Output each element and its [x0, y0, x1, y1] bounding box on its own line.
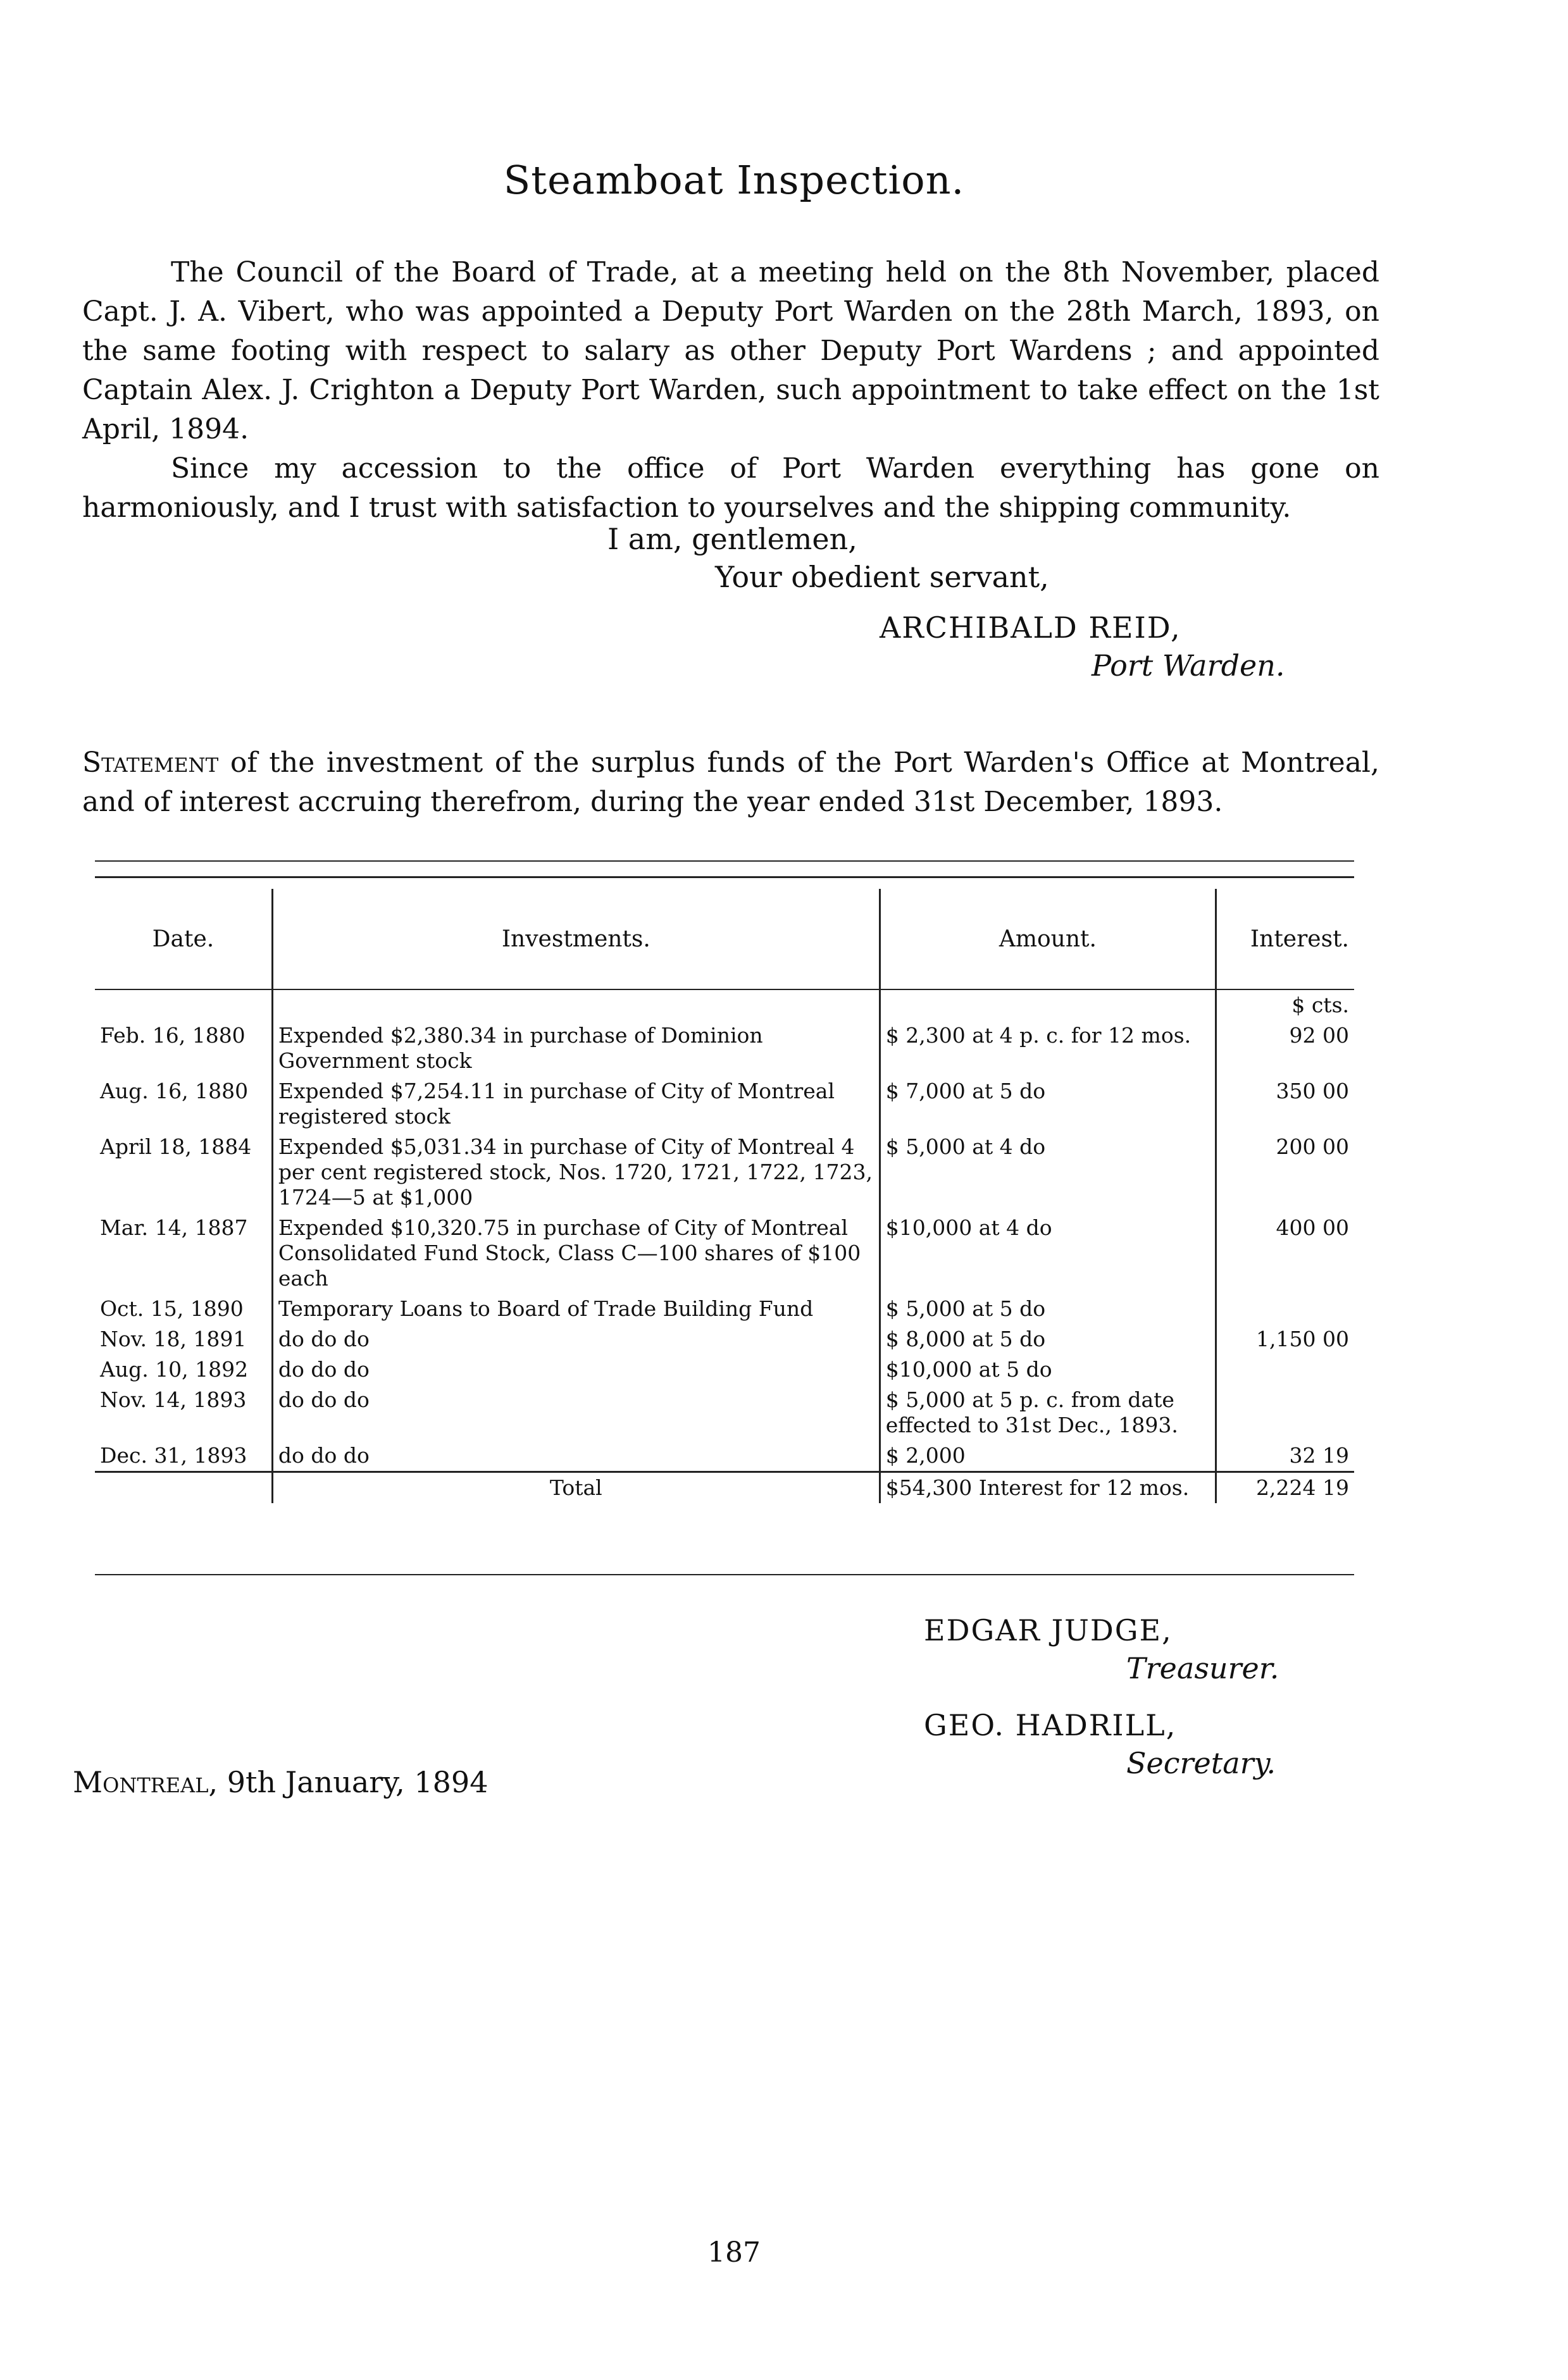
- signature-role: Port Warden.: [1092, 648, 1285, 683]
- divider-rule: [95, 860, 1354, 862]
- row-investment: Expended $5,031.34 in purchase of City of Montreal 4 per cent registered stock, Nos. 1720, 1721, 1722, 1723, 1724—5 at $1,000: [272, 1132, 880, 1213]
- paragraph-harmony: Since my accession to the office of Port Warden everything has gone on harmoniously, and I trust with satisfaction to yourselves and the shipping community.: [82, 452, 1379, 524]
- row-investment: do do do: [272, 1354, 880, 1385]
- investment-table: [95, 889, 1354, 1503]
- units-row: [95, 989, 1354, 1020]
- units-label: $ cts.: [1216, 989, 1354, 1020]
- row-date: Feb. 16, 1880: [95, 1020, 272, 1076]
- row-date: Dec. 31, 1893: [95, 1441, 272, 1472]
- table-row: [95, 1076, 1354, 1132]
- table-row: [95, 1294, 1354, 1324]
- row-amount: $ 5,000 at 5 do: [880, 1294, 1216, 1324]
- secretary-name: GEO. HADRILL,: [924, 1708, 1177, 1742]
- row-date: Oct. 15, 1890: [95, 1294, 272, 1324]
- body-text: [82, 253, 1379, 528]
- date: 9th January, 1894: [227, 1765, 488, 1799]
- row-interest: 1,150 00: [1256, 1327, 1349, 1351]
- row-date: Aug. 10, 1892: [95, 1354, 272, 1385]
- statement-text: of the investment of the surplus funds of the Port Warden's Office at Montreal, and of interest accruing therefrom, during the year ended 31st December, 1893.: [82, 747, 1379, 818]
- table-row: [95, 1132, 1354, 1213]
- table-header-row: [95, 889, 1354, 989]
- divider-rule: [95, 876, 1354, 878]
- row-date: Nov. 18, 1891: [95, 1324, 272, 1354]
- divider-rule: [95, 1574, 1354, 1575]
- total-interest: 2,224 19: [1216, 1472, 1354, 1504]
- signature-name: ARCHIBALD REID,: [880, 610, 1181, 645]
- row-amount: $ 8,000 at 5 do: [880, 1324, 1216, 1354]
- row-interest: 92 00: [1289, 1023, 1349, 1048]
- servant-line: Your obedient servant,: [715, 560, 1049, 594]
- total-label: Total: [272, 1472, 880, 1504]
- table-row: [95, 1385, 1354, 1441]
- row-interest: [1216, 1385, 1354, 1441]
- statement-heading: [82, 743, 1379, 822]
- row-investment: do do do: [272, 1441, 880, 1472]
- place-date: [73, 1765, 488, 1799]
- table-row: [95, 1213, 1354, 1294]
- header-amount: Amount.: [880, 889, 1216, 989]
- total-amount: $54,300 Interest for 12 mos.: [880, 1472, 1216, 1504]
- row-interest: [1216, 1354, 1354, 1385]
- page-title: Steamboat Inspection.: [503, 157, 965, 203]
- row-investment: do do do: [272, 1324, 880, 1354]
- row-amount: $ 2,000: [880, 1441, 1216, 1472]
- header-date: Date.: [95, 889, 272, 989]
- row-amount: $10,000 at 5 do: [880, 1354, 1216, 1385]
- salutation: I am, gentlemen,: [607, 522, 857, 556]
- table-row: [95, 1324, 1354, 1354]
- row-amount: $ 2,300 at 4 p. c. for 12 mos.: [880, 1020, 1216, 1076]
- row-amount: $ 5,000 at 4 do: [880, 1132, 1216, 1213]
- row-amount: $ 5,000 at 5 p. c. from date effected to 31st Dec., 1893.: [880, 1385, 1216, 1441]
- row-interest: 400 00: [1276, 1215, 1349, 1240]
- row-date: April 18, 1884: [95, 1132, 272, 1213]
- row-investment: Expended $7,254.11 in purchase of City of Montreal registered stock: [272, 1076, 880, 1132]
- row-amount: $ 7,000 at 5 do: [880, 1076, 1216, 1132]
- row-date: Nov. 14, 1893: [95, 1385, 272, 1441]
- row-interest: 350 00: [1276, 1079, 1349, 1103]
- secretary-role: Secretary.: [1126, 1746, 1276, 1780]
- row-amount: $10,000 at 4 do: [880, 1213, 1216, 1294]
- header-investments: Investments.: [272, 889, 880, 989]
- row-date: Mar. 14, 1887: [95, 1213, 272, 1294]
- table-row: [95, 1354, 1354, 1385]
- table-row: [95, 1441, 1354, 1472]
- treasurer-role: Treasurer.: [1126, 1651, 1279, 1685]
- row-date: Aug. 16, 1880: [95, 1076, 272, 1132]
- row-interest: [1216, 1294, 1354, 1324]
- paragraph-council: The Council of the Board of Trade, at a meeting held on the 8th November, placed Capt. J. A. Vibert, who was appointed a Deputy Port Warden on the 28th March, 1893, on the same footing with respect to salary as other Deputy Port Wardens ; and appointed Captain Alex. J. Crighton a Deputy Port Warden, such appointment to take effect on the 1st April, 1894.: [82, 256, 1379, 445]
- statement-lead: Statement: [82, 747, 219, 779]
- place: Montreal,: [73, 1765, 218, 1799]
- table-row: [95, 1020, 1354, 1076]
- row-investment: do do do: [272, 1385, 880, 1441]
- treasurer-name: EDGAR JUDGE,: [924, 1613, 1173, 1647]
- header-interest: Interest.: [1250, 926, 1349, 952]
- row-interest: 32 19: [1289, 1443, 1349, 1468]
- page-number: 187: [707, 2236, 761, 2269]
- row-investment: Temporary Loans to Board of Trade Building Fund: [272, 1294, 880, 1324]
- row-investment: Expended $10,320.75 in purchase of City of Montreal Consolidated Fund Stock, Class C—100 shares of $100 each: [272, 1213, 880, 1294]
- row-interest: 200 00: [1276, 1134, 1349, 1159]
- row-investment: Expended $2,380.34 in purchase of Dominion Government stock: [272, 1020, 880, 1076]
- total-row: [95, 1472, 1354, 1504]
